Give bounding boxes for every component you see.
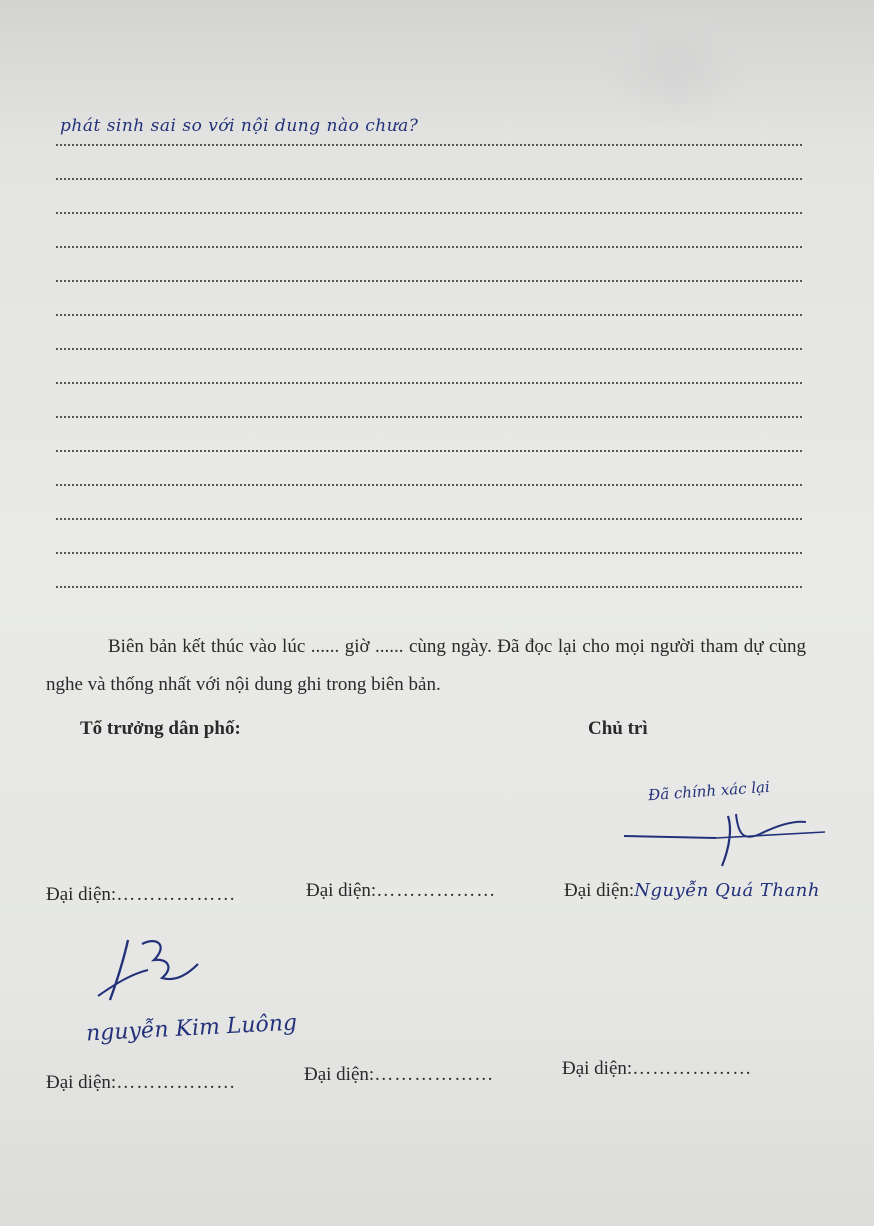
answer-line bbox=[56, 316, 802, 350]
faded-stamp-mark bbox=[600, 8, 750, 128]
answer-line bbox=[56, 282, 802, 316]
leader-signature-mark bbox=[88, 930, 228, 1010]
answer-line bbox=[56, 112, 802, 146]
handwritten-answer: phát sinh sai so với nội dung nào chưa? bbox=[60, 116, 419, 136]
closing-paragraph bbox=[46, 628, 806, 704]
answer-line bbox=[56, 248, 802, 282]
chair-signature-mark bbox=[620, 808, 840, 870]
representative-4: Đại diện:……………… bbox=[46, 1072, 237, 1093]
answer-line bbox=[56, 214, 802, 248]
answer-line bbox=[56, 520, 802, 554]
right-signature-header: Chủ trì bbox=[588, 718, 648, 739]
signature-note: Đã chính xác lại bbox=[647, 777, 771, 805]
representative-6: Đại diện:……………… bbox=[562, 1058, 753, 1079]
answer-line bbox=[56, 554, 802, 588]
representative-5: Đại diện:……………… bbox=[304, 1064, 495, 1085]
closing-text: Biên bản kết thúc vào lúc ...... giờ ...... cùng ngày. Đã đọc lại cho mọi người tham dự cùng nghe và thống nhất với nội dung ghi trong biên bản. bbox=[46, 636, 806, 695]
answer-line bbox=[56, 418, 802, 452]
answer-line bbox=[56, 486, 802, 520]
dotted-answer-lines bbox=[56, 112, 802, 588]
representative-1: Đại diện:……………… bbox=[46, 884, 237, 905]
representative-2: Đại diện:……………… bbox=[306, 880, 497, 901]
answer-line bbox=[56, 350, 802, 384]
left-signature-header: Tổ trưởng dân phố: bbox=[80, 718, 241, 739]
answer-line bbox=[56, 452, 802, 486]
leader-name: nguyễn Kim Luông bbox=[85, 1010, 298, 1047]
answer-line bbox=[56, 180, 802, 214]
answer-line bbox=[56, 384, 802, 418]
representative-3: Đại diện:Nguyễn Quá Thanh bbox=[564, 880, 820, 901]
answer-line bbox=[56, 146, 802, 180]
